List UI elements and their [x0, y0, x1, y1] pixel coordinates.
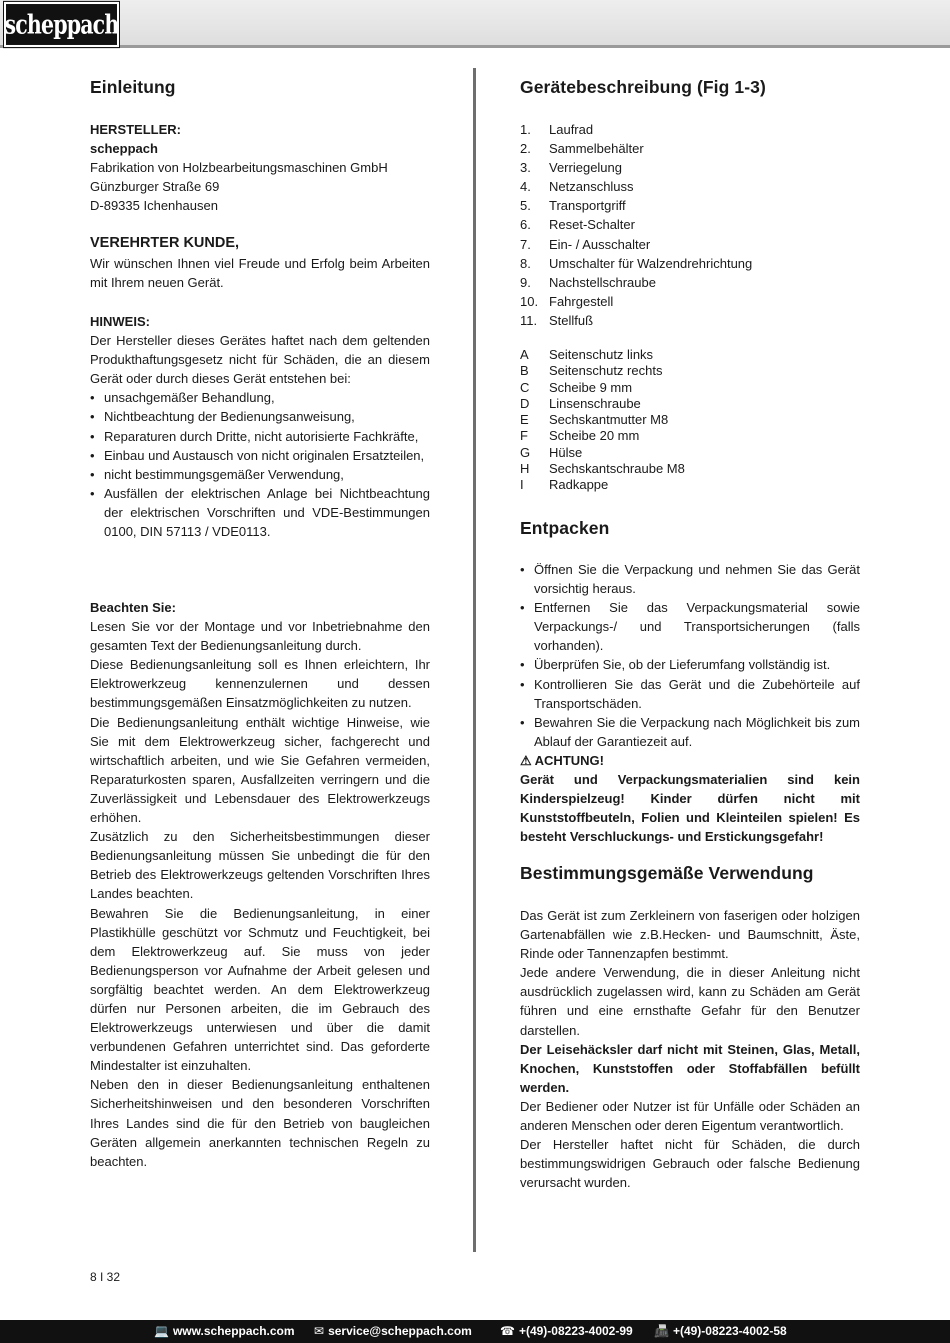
phone-icon: ☎ — [500, 1324, 515, 1338]
header-bar — [0, 0, 950, 48]
list-item: 1. Laufrad — [520, 122, 594, 137]
mail-icon: ✉ — [314, 1324, 325, 1338]
list-item: • Entfernen Sie das Verpackungsmaterial sowie Verpackungs-/ und Transportsicherungen (falls vorhanden). — [520, 598, 860, 655]
paragraph: Der Hersteller haftet nicht für Schäden, die durch bestimmungswidrigen Gebrauch oder falsche Bedienung verursacht wurden. — [520, 1137, 860, 1191]
list-item: H Sechskantschraube M8 — [520, 461, 685, 477]
paragraph: Das Gerät ist zum Zerkleinern von faserigen oder holzigen Gartenabfällen wie z.B.Hecken- und Baumschnitt, Äste, Rinde oder Tannenzapfen bestimmt. — [520, 908, 860, 962]
paragraph: Bewahren Sie die Bedienungsanleitung, in einer Plastikhülle geschützt vor Schmutz und Feuchtigkeit, bei dem Elektrowerkzeug auf. Sie muss von jeder Bedienungsperson vor Aufnahme der Arbeit gelesen und sorgfältig beachtet werden. An dem Elektrowerkzeug dürfen nur Personen arbeiten, die im Gebrauch des Elektrowerkzeugs unterwiesen und über die damit verbundenen Gefahren unterrichtet sind. Das geforderte Mindestalter ist einzuhalten. — [90, 905, 430, 1074]
geraete-title: Gerätebeschreibung (Fig 1-3) — [520, 77, 766, 97]
list-item: 6. Reset-Schalter — [520, 217, 635, 233]
warning-icon: ⚠ — [520, 753, 532, 768]
hinweis-block — [90, 312, 430, 541]
paragraph: Diese Bedienungsanleitung soll es Ihnen erleichtern, Ihr Elektrowerkzeug kennenzulernen und dessen bestimmungsgemäßen Einsatzmöglichkeiten zu nutzen. — [90, 657, 430, 711]
list-item: • Ausfällen der elektrischen Anlage bei Nichtbeachtung der elektrischen Vorschriften und VDE-Bestimmungen 0100, DIN 57113 / VDE0113. — [90, 484, 430, 541]
bestimmung-title: Bestimmungsgemäße Verwendung — [520, 863, 814, 883]
beachten-block — [90, 598, 430, 1171]
list-item: • unsachgemäßer Behandlung, — [90, 388, 430, 407]
hinweis-label: HINWEIS: — [90, 314, 150, 329]
footer-bar — [0, 1320, 950, 1343]
entpacken-list — [520, 560, 860, 751]
paragraph: Der Bediener oder Nutzer ist für Unfälle oder Schäden an anderen Menschen oder deren Eigentum verantwortlich. — [520, 1098, 860, 1134]
kunde-text: Wir wünschen Ihnen viel Freude und Erfolg beim Arbeiten mit Ihrem neuen Gerät. — [90, 256, 430, 291]
company-line: Günzburger Straße 69 — [90, 179, 220, 195]
company-line: Fabrikation von Holzbearbeitungsmaschinen GmbH — [90, 160, 388, 176]
achtung-heading — [520, 751, 860, 770]
achtung-block — [520, 751, 860, 846]
list-item: E Sechskantmutter M8 — [520, 412, 669, 428]
footer-email[interactable]: ✉ service@scheppach.com — [314, 1324, 472, 1338]
company-line: D-89335 Ichenhausen — [90, 198, 218, 214]
hersteller-block — [90, 120, 430, 215]
achtung-label: ACHTUNG! — [534, 753, 604, 768]
bestimmung-block — [520, 906, 860, 1192]
einleitung-title: Einleitung — [90, 77, 176, 97]
list-item: 10. Fahrgestell — [520, 293, 614, 309]
footer-fax: 📠 +(49)-08223-4002-58 — [654, 1324, 787, 1338]
list-item: 4. Netzanschluss — [520, 179, 634, 195]
hinweis-text: Der Hersteller dieses Gerätes haftet nach dem geltenden Produkthaftungsgesetz nicht für Schäden, die an diesem Gerät oder durch dieses Gerät entstehen bei: — [90, 333, 430, 387]
list-item: • Öffnen Sie die Verpackung und nehmen Sie das Gerät vorsichtig heraus. — [520, 560, 860, 598]
computer-icon: 💻 — [154, 1324, 169, 1338]
beachten-label: Beachten Sie: — [90, 600, 176, 615]
list-item: C Scheibe 9 mm — [520, 379, 633, 395]
page-number: 8 I 32 — [90, 1270, 121, 1284]
list-item: B Seitenschutz rechts — [520, 363, 663, 379]
column-divider — [473, 68, 476, 1252]
list-item: 8. Umschalter für Walzendrehrichtung — [520, 255, 753, 271]
hersteller-label: HERSTELLER: — [90, 122, 181, 137]
list-item: 5. Transportgriff — [520, 198, 626, 214]
list-item: 3. Verriegelung — [520, 160, 622, 176]
paragraph: Neben den in dieser Bedienungsanleitung enthaltenen Sicherheitshinweisen und den besonderen Vorschriften Ihres Landes sind die für den Betrieb von baugleichen Geräten allgemein anerkannten technischen Regeln zu beachten. — [90, 1077, 430, 1169]
fax-icon: 📠 — [654, 1324, 669, 1338]
paragraph: Jede andere Verwendung, die in dieser Anleitung nicht ausdrücklich zugelassen wird, kann zu Schäden am Gerät führen und eine ernsthafte Gefahr für den Benutzer darstellen. — [520, 965, 860, 1038]
paragraph: Lesen Sie vor der Montage und vor Inbetriebnahme den gesamten Text der Bedienungsanleitung durch. — [90, 619, 430, 654]
list-item: D Linsenschraube — [520, 395, 641, 411]
list-item: 7. Ein- / Ausschalter — [520, 236, 651, 252]
paragraph: Zusätzlich zu den Sicherheitsbestimmungen dieser Bedienungsanleitung müssen Sie unbedingt die für den Betrieb des Elektrowerkzeugs geltenden Vorschriften Ihres Landes beachten. — [90, 829, 430, 902]
list-item: G Hülse — [520, 444, 583, 460]
scheppach-logo: scheppach — [4, 2, 119, 47]
list-item: 11. Stellfuß — [520, 312, 594, 328]
kunde-title: VEREHRTER KUNDE, — [90, 235, 240, 251]
list-item: F Scheibe 20 mm — [520, 428, 640, 444]
footer-web[interactable]: 💻 www.scheppach.com — [154, 1324, 295, 1338]
list-item: • nicht bestimmungsgemäßer Verwendung, — [90, 465, 430, 484]
list-item: • Nichtbeachtung der Bedienungsanweisung, — [90, 407, 430, 426]
paragraph: Die Bedienungsanleitung enthält wichtige Hinweise, wie Sie mit dem Elektrowerkzeug sicher, fachgerecht und wirtschaftlich arbeiten, und wie Sie Gefahren vermeiden, Reparaturkosten sparen, Ausfallzeiten verringern und die Zuverlässigkeit und Lebensdauer des Elektrowerkzeugs erhöhen. — [90, 714, 430, 826]
footer-phone: ☎ +(49)-08223-4002-99 — [500, 1324, 633, 1338]
achtung-text: Gerät und Verpackungsmaterialien sind kein Kinderspielzeug! Kinder dürfen nicht mit Kunststoffbeuteln, Folien und Kleinteilen spielen! Es besteht Verschluckungs- und Erstickungsgefahr! — [520, 772, 860, 845]
list-item: • Bewahren Sie die Verpackung nach Möglichkeit bis zum Ablauf der Garantiezeit auf. — [520, 713, 860, 751]
paragraph-bold: Der Leisehäcksler darf nicht mit Steinen, Glas, Metall, Knochen, Kunststoffen oder Stoffabfällen befüllt werden. — [520, 1041, 860, 1095]
company-name: scheppach — [90, 141, 158, 157]
list-item: • Einbau und Austausch von nicht originalen Ersatzteilen, — [90, 446, 430, 465]
list-item: • Reparaturen durch Dritte, nicht autorisierte Fachkräfte, — [90, 427, 430, 446]
list-item: 9. Nachstellschraube — [520, 274, 656, 290]
list-item: • Überprüfen Sie, ob der Lieferumfang vollständig ist. — [520, 655, 860, 674]
hinweis-list — [90, 388, 430, 541]
list-item: I Radkappe — [520, 477, 609, 493]
list-item: 2. Sammelbehälter — [520, 141, 644, 157]
parts-list — [520, 120, 860, 330]
list-item: A Seitenschutz links — [520, 347, 654, 362]
entpacken-title: Entpacken — [520, 518, 610, 538]
accessories-list — [520, 347, 860, 494]
list-item: • Kontrollieren Sie das Gerät und die Zubehörteile auf Transportschäden. — [520, 675, 860, 713]
